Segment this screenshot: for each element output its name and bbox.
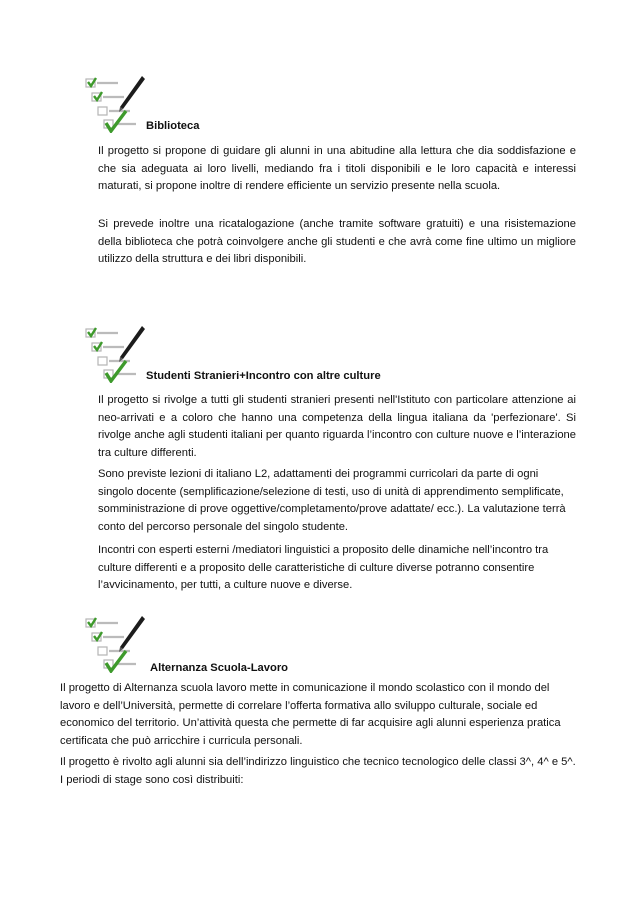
checklist-icon bbox=[80, 323, 146, 383]
checklist-icon bbox=[80, 73, 146, 133]
paragraph: Il progetto si rivolge a tutti gli studenti stranieri presenti nell'Istituto con particolare attenzione ai neo-arrivati e a coloro che hanno una competenza della lingua italiana da 'perfezionare'. Si rivolge anche agli studenti italiani per quanto riguarda l’incontro con culture nuove e l’interazione tra culture differenti. bbox=[98, 394, 576, 459]
paragraph: Incontri con esperti esterni /mediatori linguistici a proposito delle dinamiche nell’incontro tra culture differenti e a proposito delle caratteristiche di culture diverse potranno consentire l’avvicinamento, per tutti, a culture nuove e diverse. bbox=[98, 544, 549, 591]
paragraph: Il progetto è rivolto agli alunni sia dell’indirizzo linguistico che tecnico tecnologico delle classi 3^, 4^ e 5^. I periodi di stage sono così distribuiti: bbox=[60, 756, 576, 786]
section-heading-studenti-stranieri: Studenti Stranieri+Incontro con altre culture bbox=[146, 370, 381, 382]
section-heading-alternanza: Alternanza Scuola-Lavoro bbox=[150, 662, 289, 674]
checklist-icon bbox=[80, 613, 146, 673]
paragraph: Il progetto si propone di guidare gli alunni in una abitudine alla lettura che dia soddisfazione e che sia adeguata ai loro livelli, mediando fra i titoli disponibili e le loro capacità e interessi maturati, si propone inoltre di rendere efficiente un servizio presente nella scuola. bbox=[98, 145, 576, 192]
paragraph: Si prevede inoltre una ricatalogazione (anche tramite software gratuiti) e una risistemazione della biblioteca che potrà coinvolgere anche gli studenti e che avrà come fine ultimo un migliore utilizzo della struttura e dei libri disponibili. bbox=[98, 218, 576, 265]
paragraph: Sono previste lezioni di italiano L2, adattamenti dei programmi curricolari da parte di ogni singolo docente (semplificazione/selezione di testi, uso di unità di apprendimento semplificate, somministrazione di prove oggettive/completamento/prove adattate/ ecc.). La valutazione terrà conto del percorso personale del singolo studente. bbox=[98, 468, 566, 533]
paragraph: Il progetto di Alternanza scuola lavoro mette in comunicazione il mondo scolastico con il mondo del lavoro e dell’Università, permette di correlare l’offerta formativa allo sviluppo culturale, sociale ed economico del territorio. Un’attività questa che permette di far acquisire agli alunni esperienza pratica certificata che può arricchire i curricula personali. bbox=[60, 682, 561, 747]
section-heading-biblioteca: Biblioteca bbox=[146, 120, 200, 132]
